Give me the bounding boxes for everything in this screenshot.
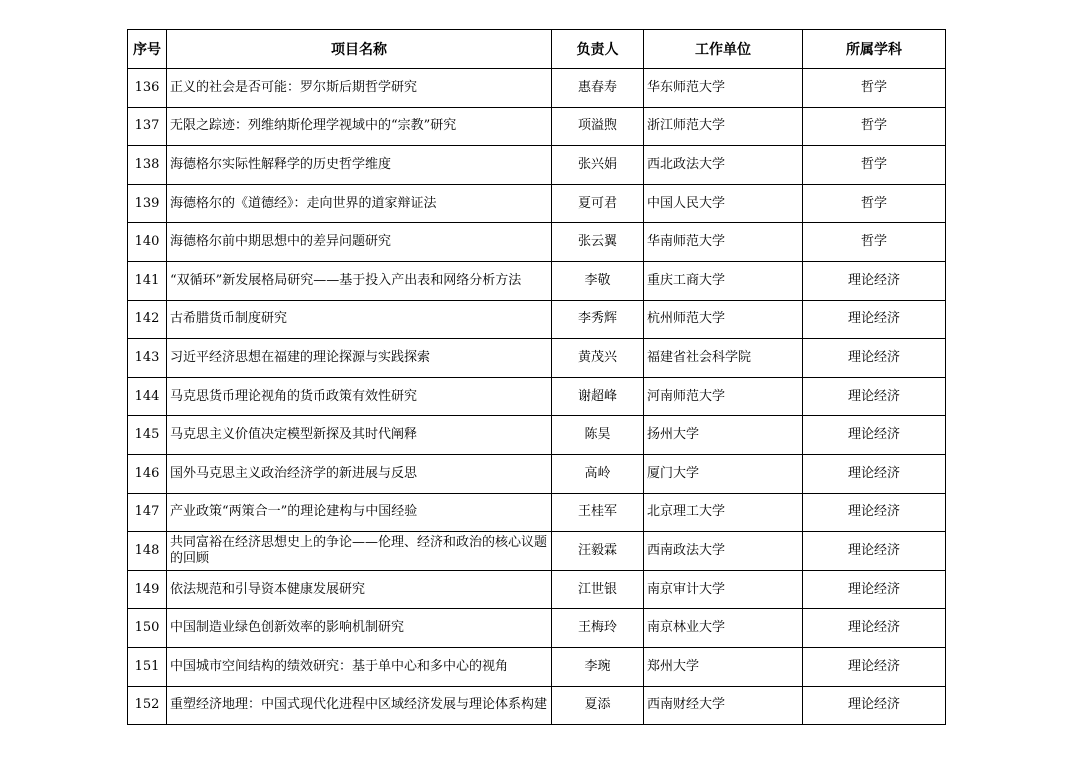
cell-subject: 理论经济 [803,686,946,725]
cell-subject: 哲学 [803,107,946,146]
project-table [127,29,946,725]
cell-work-unit: 厦门大学 [644,454,803,493]
cell-project-name: 依法规范和引导资本健康发展研究 [167,570,552,609]
cell-project-name: 马克思货币理论视角的货币政策有效性研究 [167,377,552,416]
cell-leader: 惠春寿 [552,69,644,108]
cell-subject: 理论经济 [803,532,946,571]
table-body [128,69,946,725]
header-row [128,30,946,69]
cell-project-name: 正义的社会是否可能：罗尔斯后期哲学研究 [167,69,552,108]
cell-serial-number: 138 [128,146,167,185]
table-row [128,570,946,609]
cell-work-unit: 扬州大学 [644,416,803,455]
cell-project-name: 海德格尔的《道德经》：走向世界的道家辩证法 [167,184,552,223]
cell-serial-number: 143 [128,339,167,378]
header-serial-number: 序号 [128,30,167,69]
cell-work-unit: 北京理工大学 [644,493,803,532]
cell-leader: 夏添 [552,686,644,725]
cell-work-unit: 浙江师范大学 [644,107,803,146]
cell-leader: 李秀辉 [552,300,644,339]
cell-serial-number: 140 [128,223,167,262]
cell-leader: 谢超峰 [552,377,644,416]
cell-serial-number: 152 [128,686,167,725]
cell-subject: 理论经济 [803,300,946,339]
cell-subject: 理论经济 [803,609,946,648]
cell-serial-number: 147 [128,493,167,532]
header-project-name: 项目名称 [167,30,552,69]
table-row [128,184,946,223]
cell-subject: 理论经济 [803,377,946,416]
cell-subject: 理论经济 [803,339,946,378]
cell-work-unit: 南京林业大学 [644,609,803,648]
cell-work-unit: 华南师范大学 [644,223,803,262]
cell-leader: 汪毅霖 [552,532,644,571]
cell-project-name: 海德格尔前中期思想中的差异问题研究 [167,223,552,262]
table-row [128,300,946,339]
cell-leader: 夏可君 [552,184,644,223]
cell-project-name: “双循环”新发展格局研究——基于投入产出表和网络分析方法 [167,261,552,300]
table-row [128,377,946,416]
cell-subject: 哲学 [803,69,946,108]
header-leader: 负责人 [552,30,644,69]
cell-work-unit: 西南财经大学 [644,686,803,725]
table-row [128,493,946,532]
cell-work-unit: 西南政法大学 [644,532,803,571]
cell-work-unit: 杭州师范大学 [644,300,803,339]
cell-work-unit: 福建省社会科学院 [644,339,803,378]
table-row [128,686,946,725]
cell-work-unit: 西北政法大学 [644,146,803,185]
table-row [128,146,946,185]
header-subject: 所属学科 [803,30,946,69]
cell-serial-number: 145 [128,416,167,455]
table-row [128,647,946,686]
cell-leader: 项溢煦 [552,107,644,146]
cell-subject: 理论经济 [803,493,946,532]
cell-serial-number: 139 [128,184,167,223]
cell-subject: 理论经济 [803,647,946,686]
cell-leader: 江世银 [552,570,644,609]
cell-serial-number: 141 [128,261,167,300]
cell-leader: 王梅玲 [552,609,644,648]
cell-subject: 哲学 [803,223,946,262]
cell-work-unit: 河南师范大学 [644,377,803,416]
project-list-sheet [127,29,945,725]
table-row [128,454,946,493]
cell-serial-number: 137 [128,107,167,146]
cell-leader: 黄茂兴 [552,339,644,378]
cell-work-unit: 中国人民大学 [644,184,803,223]
cell-project-name: 产业政策“两策合一”的理论建构与中国经验 [167,493,552,532]
table-row [128,416,946,455]
cell-serial-number: 144 [128,377,167,416]
cell-project-name: 习近平经济思想在福建的理论探源与实践探索 [167,339,552,378]
table-row [128,609,946,648]
cell-project-name: 重塑经济地理：中国式现代化进程中区域经济发展与理论体系构建 [167,686,552,725]
table-header [128,30,946,69]
cell-leader: 张兴娟 [552,146,644,185]
cell-leader: 高岭 [552,454,644,493]
header-work-unit: 工作单位 [644,30,803,69]
cell-project-name: 古希腊货币制度研究 [167,300,552,339]
table-row [128,107,946,146]
cell-subject: 理论经济 [803,454,946,493]
cell-serial-number: 136 [128,69,167,108]
cell-work-unit: 郑州大学 [644,647,803,686]
table-row [128,223,946,262]
table-row [128,261,946,300]
cell-work-unit: 重庆工商大学 [644,261,803,300]
table-row [128,532,946,571]
cell-serial-number: 148 [128,532,167,571]
cell-subject: 理论经济 [803,570,946,609]
cell-subject: 理论经济 [803,261,946,300]
cell-serial-number: 142 [128,300,167,339]
cell-project-name: 中国制造业绿色创新效率的影响机制研究 [167,609,552,648]
cell-project-name: 共同富裕在经济思想史上的争论——伦理、经济和政治的核心议题的回顾 [167,532,552,571]
cell-serial-number: 151 [128,647,167,686]
cell-project-name: 国外马克思主义政治经济学的新进展与反思 [167,454,552,493]
cell-project-name: 中国城市空间结构的绩效研究：基于单中心和多中心的视角 [167,647,552,686]
cell-project-name: 马克思主义价值决定模型新探及其时代阐释 [167,416,552,455]
cell-work-unit: 南京审计大学 [644,570,803,609]
cell-subject: 理论经济 [803,416,946,455]
cell-project-name: 无限之踪迹：列维纳斯伦理学视域中的“宗教”研究 [167,107,552,146]
cell-subject: 哲学 [803,146,946,185]
cell-project-name: 海德格尔实际性解释学的历史哲学维度 [167,146,552,185]
table-row [128,339,946,378]
cell-serial-number: 149 [128,570,167,609]
cell-leader: 李琬 [552,647,644,686]
table-row [128,69,946,108]
cell-leader: 陈昊 [552,416,644,455]
cell-subject: 哲学 [803,184,946,223]
cell-serial-number: 146 [128,454,167,493]
cell-work-unit: 华东师范大学 [644,69,803,108]
cell-leader: 李敬 [552,261,644,300]
cell-serial-number: 150 [128,609,167,648]
cell-leader: 张云翼 [552,223,644,262]
cell-leader: 王桂军 [552,493,644,532]
